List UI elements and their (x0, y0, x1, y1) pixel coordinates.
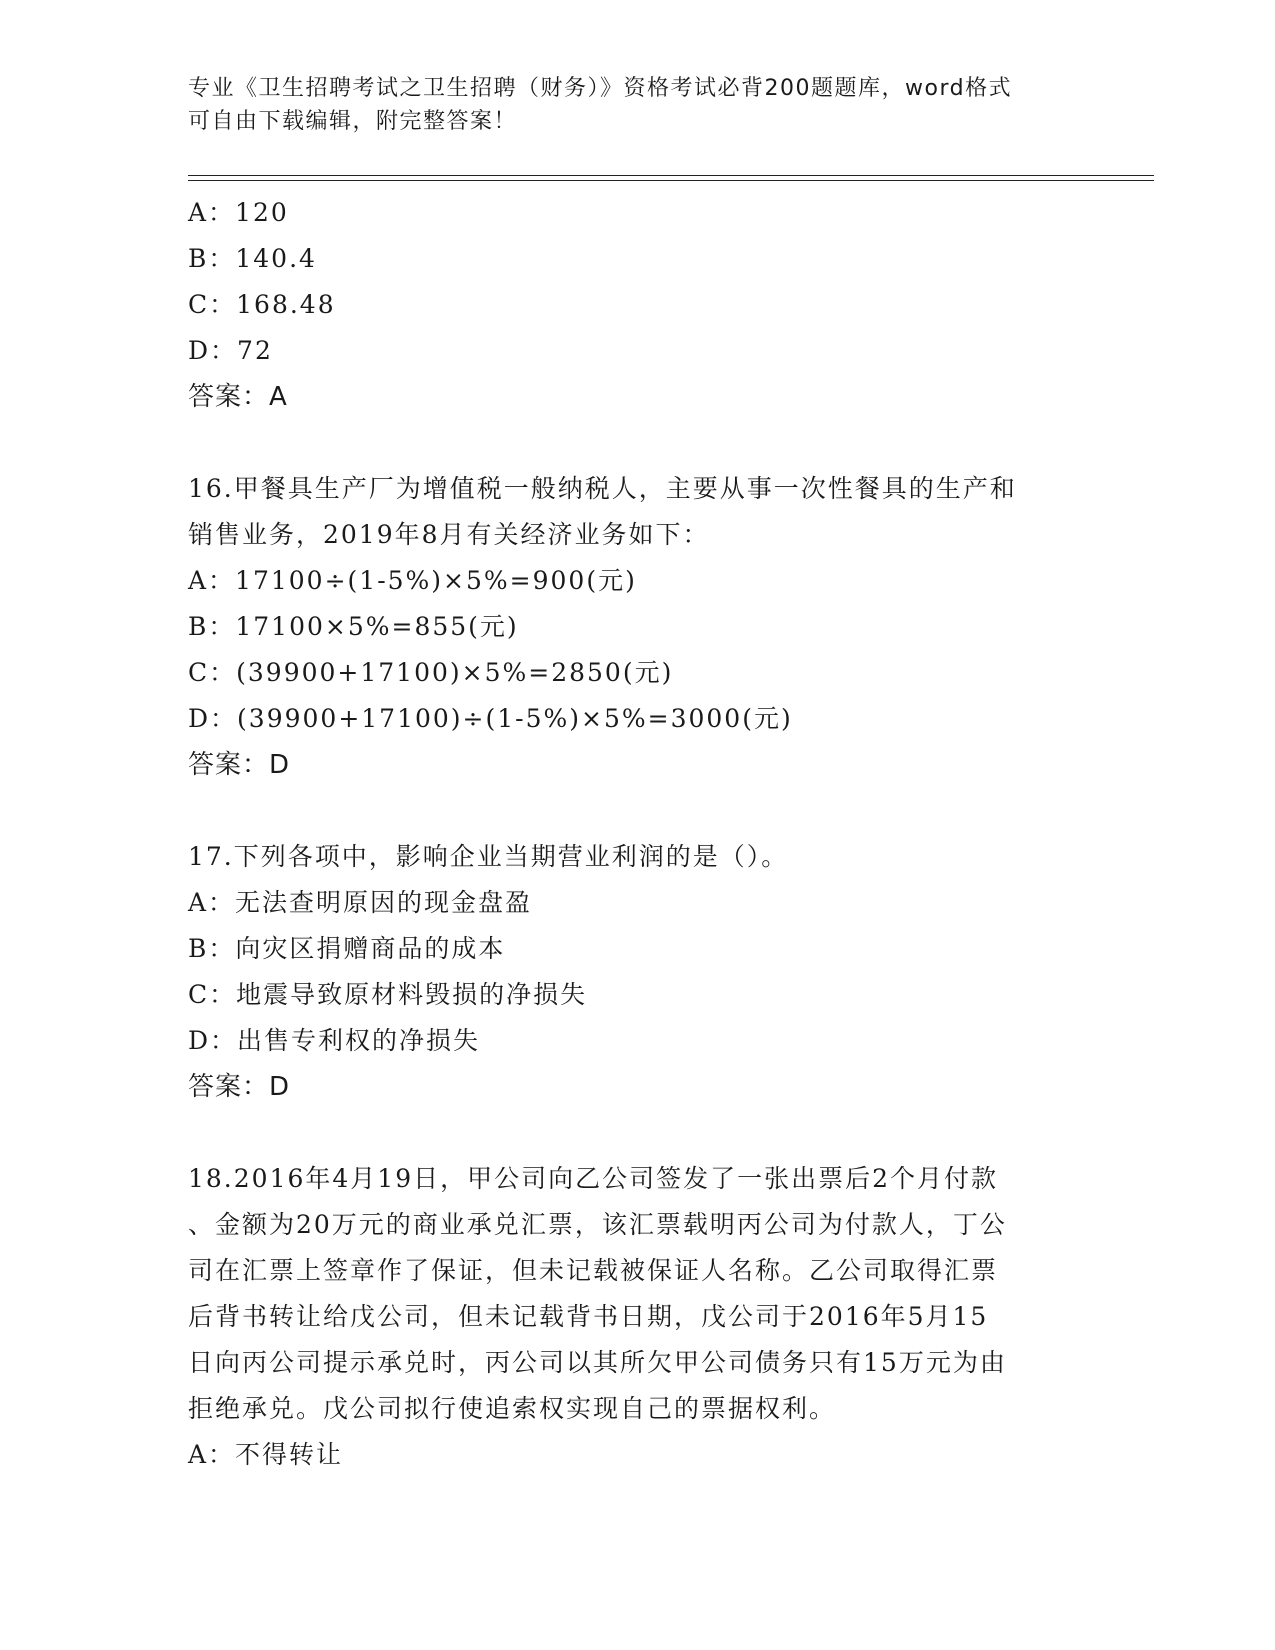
question-stem-line: 日向丙公司提示承兑时，丙公司以其所欠甲公司债务只有15万元为由 (188, 1348, 1007, 1377)
option-a: A：无法查明原因的现金盘盈 (188, 888, 533, 917)
question-block-18 (188, 1156, 1088, 1478)
option-b: B：17100×5%=855(元) (188, 612, 519, 641)
option-d: D：72 (188, 336, 273, 365)
option-a: A：不得转让 (188, 1440, 344, 1469)
option-b: B：向灾区捐赠商品的成本 (188, 934, 506, 963)
question-block-16 (188, 466, 1088, 788)
question-stem-line: 、金额为20万元的商业承兑汇票，该汇票载明丙公司为付款人，丁公 (188, 1210, 1007, 1239)
option-c: C：168.48 (188, 290, 336, 319)
question-stem-line: 18.2016年4月19日，甲公司向乙公司签发了一张出票后2个月付款 (188, 1164, 999, 1193)
header-divider-top (188, 175, 1154, 176)
answer-line: 答案：D (188, 1072, 291, 1102)
question-stem-line: 拒绝承兑。戊公司拟行使追索权实现自己的票据权利。 (188, 1394, 837, 1423)
option-b: B：140.4 (188, 244, 317, 273)
option-a: A：17100÷(1-5%)×5%=900(元) (188, 566, 637, 595)
option-d: D：出售专利权的净损失 (188, 1026, 481, 1055)
question-stem-line: 16.甲餐具生产厂为增值税一般纳税人，主要从事一次性餐具的生产和 (188, 474, 1017, 503)
question-block-15 (188, 190, 1088, 420)
question-stem-line: 销售业务，2019年8月有关经济业务如下： (188, 520, 710, 549)
option-d: D：(39900+17100)÷(1-5%)×5%=3000(元) (188, 704, 793, 733)
question-block-17 (188, 834, 1088, 1110)
header-divider-bottom (188, 180, 1154, 181)
header-title-line-2: 可自由下载编辑，附完整答案！ (188, 109, 518, 134)
option-a: A：120 (188, 198, 289, 227)
option-c: C：(39900+17100)×5%=2850(元) (188, 658, 674, 687)
answer-line: 答案：D (188, 750, 291, 780)
question-stem-line: 17.下列各项中，影响企业当期营业利润的是（）。 (188, 842, 789, 871)
header-title-line-1: 专业《卫生招聘考试之卫生招聘（财务）》资格考试必背200题题库，word格式 (188, 76, 1013, 101)
question-stem-line: 后背书转让给戊公司，但未记载背书日期，戊公司于2016年5月15 (188, 1302, 989, 1331)
question-stem-line: 司在汇票上签章作了保证，但未记载被保证人名称。乙公司取得汇票 (188, 1256, 999, 1285)
document-header (188, 72, 1088, 138)
answer-line: 答案：A (188, 382, 288, 412)
question-list (188, 190, 1088, 1524)
option-c: C：地震导致原材料毁损的净损失 (188, 980, 588, 1009)
